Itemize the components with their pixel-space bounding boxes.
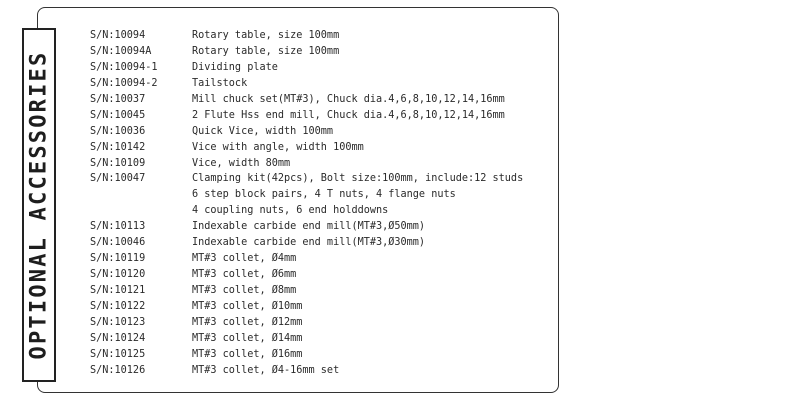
list-item (90, 28, 523, 44)
item-description: Dividing plate (192, 61, 278, 73)
item-description: 4 coupling nuts, 6 end holddowns (192, 205, 389, 217)
list-item-continuation (90, 203, 523, 219)
serial-number: S/N:10119 (90, 253, 146, 265)
serial-number: S/N:10037 (90, 93, 146, 105)
serial-number: S/N:10113 (90, 221, 146, 233)
list-item (90, 219, 523, 235)
list-item-continuation (90, 187, 523, 203)
item-description: Indexable carbide end mill(MT#3,Ø50mm) (192, 221, 426, 233)
list-item (90, 108, 523, 124)
accessory-list (90, 28, 523, 379)
item-description: Rotary table, size 100mm (192, 45, 340, 57)
list-item (90, 283, 523, 299)
serial-number: S/N:10123 (90, 316, 146, 328)
list-item (90, 299, 523, 315)
item-description: MT#3 collet, Ø4-16mm set (192, 364, 340, 376)
item-description: Quick Vice, width 100mm (192, 125, 334, 137)
serial-number: S/N:10125 (90, 348, 146, 360)
item-description: Tailstock (192, 77, 248, 89)
serial-number: S/N:10142 (90, 141, 146, 153)
serial-number: S/N:10045 (90, 109, 146, 121)
list-item (90, 171, 523, 187)
list-item (90, 156, 523, 172)
serial-number (90, 187, 192, 203)
list-item (90, 124, 523, 140)
list-item (90, 60, 523, 76)
item-description: Vice with angle, width 100mm (192, 141, 364, 153)
item-description: Mill chuck set(MT#3), Chuck dia.4,6,8,10,12,14,16mm (192, 93, 505, 105)
item-description: 2 Flute Hss end mill, Chuck dia.4,6,8,10,12,14,16mm (192, 109, 505, 121)
serial-number: S/N:10124 (90, 332, 146, 344)
list-item (90, 347, 523, 363)
serial-number: S/N:10094-2 (90, 77, 158, 89)
section-title-box (22, 28, 56, 382)
list-item (90, 76, 523, 92)
item-description: MT#3 collet, Ø6mm (192, 269, 297, 281)
serial-number: S/N:10126 (90, 364, 146, 376)
serial-number: S/N:10094 (90, 30, 146, 41)
serial-number: S/N:10047 (90, 173, 146, 185)
list-item (90, 92, 523, 108)
serial-number: S/N:10094-1 (90, 61, 158, 73)
list-item (90, 44, 523, 60)
item-description: MT#3 collet, Ø14mm (192, 332, 303, 344)
serial-number: S/N:10109 (90, 157, 146, 169)
serial-number (90, 203, 192, 219)
list-item (90, 251, 523, 267)
list-item (90, 267, 523, 283)
serial-number: S/N:10121 (90, 285, 146, 296)
list-item (90, 235, 523, 251)
item-description: Vice, width 80mm (192, 157, 291, 169)
item-description: MT#3 collet, Ø10mm (192, 300, 303, 312)
list-item (90, 331, 523, 347)
serial-number: S/N:10120 (90, 269, 146, 281)
item-description: MT#3 collet, Ø16mm (192, 348, 303, 360)
item-description: MT#3 collet, Ø8mm (192, 285, 297, 296)
serial-number: S/N:10094A (90, 45, 152, 57)
item-description: Rotary table, size 100mm (192, 30, 340, 41)
item-description: Indexable carbide end mill(MT#3,Ø30mm) (192, 237, 426, 249)
item-description: Clamping kit(42pcs), Bolt size:100mm, include:12 studs (192, 173, 524, 185)
list-item (90, 363, 523, 379)
section-title: OPTIONAL ACCESSORIES (26, 50, 52, 360)
list-item (90, 315, 523, 331)
list-item (90, 140, 523, 156)
serial-number: S/N:10046 (90, 237, 146, 249)
item-description: MT#3 collet, Ø12mm (192, 316, 303, 328)
serial-number: S/N:10036 (90, 125, 146, 137)
serial-number: S/N:10122 (90, 300, 146, 312)
item-description: MT#3 collet, Ø4mm (192, 253, 297, 265)
item-description: 6 step block pairs, 4 T nuts, 4 flange nuts (192, 189, 456, 201)
